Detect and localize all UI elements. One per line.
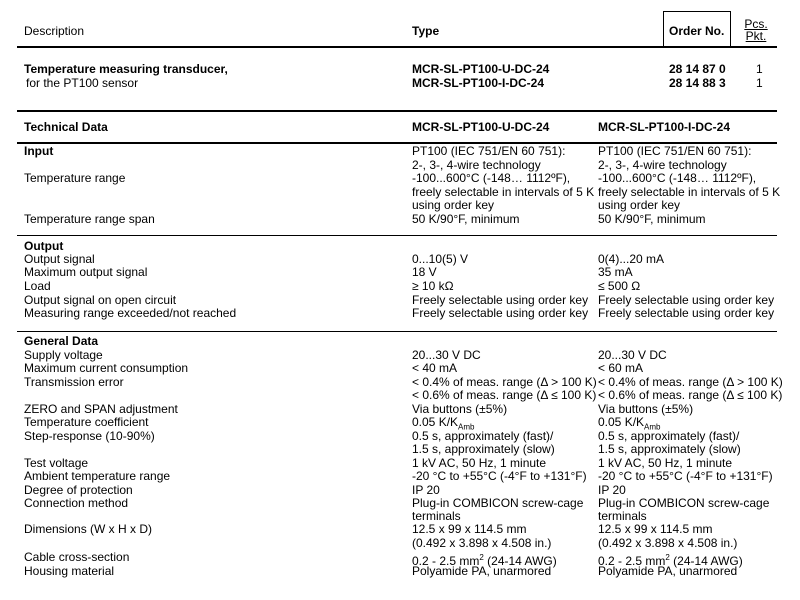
temperature-span-u: 50 K/90°F, minimum [412,212,520,226]
max-output-i: 35 mA [598,265,633,279]
open-circuit-label: Output signal on open circuit [24,293,177,307]
header-rule [17,46,777,48]
connection-u2: terminals [412,509,461,523]
temperature-range-label: Temperature range [24,171,126,185]
dimensions-i1: 12.5 x 99 x 114.5 mm [598,522,713,536]
step-response-i1: 0.5 s, approximately (fast)/ [598,429,740,443]
ambient-temp-u: -20 °C to +55°C (-4°F to +131°F) [412,469,587,483]
temp-coefficient-label: Temperature coefficient [24,415,149,429]
output-title: Output [24,239,64,253]
input-i-line2: 2-, 3-, 4-wire technology [598,158,727,172]
load-u: ≥ 10 kΩ [412,279,454,293]
input-i-line3: -100...600°C (-148… 1112ºF), [598,171,757,185]
input-i-line4: freely selectable in intervals of 5 K [598,185,781,199]
load-i: ≤ 500 Ω [598,279,641,293]
general-title: General Data [24,334,99,348]
test-voltage-label: Test voltage [24,456,89,470]
technical-data-title: Technical Data [24,120,108,134]
dimensions-u2: (0.492 x 3.898 x 4.508 in.) [412,536,552,550]
connection-i2: terminals [598,509,647,523]
step-response-label: Step-response (10-90%) [24,429,155,443]
temp-coefficient-i-value: 0.05 K/K [598,415,645,429]
ambient-temp-label: Ambient temperature range [24,469,171,483]
step-response-i2: 1.5 s, approximately (slow) [598,442,741,456]
temp-coefficient-u-sub: Amb [458,422,475,432]
max-output-label: Maximum output signal [24,265,148,279]
dimensions-label: Dimensions (W x H x D) [24,522,153,536]
housing-material-u: Polyamide PA, unarmored [412,564,552,578]
pkt-label: Pkt. [745,29,767,43]
tech-col-u: MCR-SL-PT100-U-DC-24 [412,120,550,134]
cable-u-prefix: 0.2 - 2.5 mm [412,554,480,568]
input-output-rule [17,235,777,236]
order-no-header: Order No. [669,24,725,38]
step-response-u1: 0.5 s, approximately (fast)/ [412,429,554,443]
protection-label: Degree of protection [24,483,133,497]
pcs-header [742,18,770,42]
test-voltage-u: 1 kV AC, 50 Hz, 1 minute [412,456,547,470]
current-consumption-label: Maximum current consumption [24,361,189,375]
connection-u1: Plug-in COMBICON screw-cage [412,496,584,510]
open-circuit-i: Freely selectable using order key [598,293,775,307]
pcs-u: 1 [756,62,763,76]
temp-coefficient-u-value: 0.05 K/K [412,415,459,429]
protection-u: IP 20 [412,483,440,497]
range-exceeded-u: Freely selectable using order key [412,306,589,320]
transmission-error-u2: < 0.6% of meas. range (Δ ≤ 100 K) [412,388,597,402]
temp-coefficient-i-sub: Amb [644,422,661,432]
cable-i-prefix: 0.2 - 2.5 mm [598,554,666,568]
input-title: Input [24,144,54,158]
output-general-rule [17,331,777,332]
input-u-line2: 2-, 3-, 4-wire technology [412,158,541,172]
input-u-line3: -100...600°C (-148… 1112ºF), [412,171,571,185]
zero-span-label: ZERO and SPAN adjustment [24,402,178,416]
cable-u-sup: 2 [479,553,484,562]
output-signal-u: 0...10(5) V [412,252,469,266]
ambient-temp-i: -20 °C to +55°C (-4°F to +131°F) [598,469,773,483]
current-consumption-u: < 40 mA [412,361,458,375]
cable-u-suffix: (24-14 AWG) [483,554,557,568]
test-voltage-i: 1 kV AC, 50 Hz, 1 minute [598,456,733,470]
protection-i: IP 20 [598,483,626,497]
temperature-span-label: Temperature range span [24,212,155,226]
connection-i1: Plug-in COMBICON screw-cage [598,496,770,510]
range-exceeded-i: Freely selectable using order key [598,306,775,320]
open-circuit-u: Freely selectable using order key [412,293,589,307]
step-response-u2: 1.5 s, approximately (slow) [412,442,555,456]
type-header: Type [412,24,440,38]
description-header: Description [24,24,85,38]
transmission-error-u1: < 0.4% of meas. range (Δ > 100 K) [412,375,597,389]
tech-top-rule [17,110,777,112]
product-type-i: MCR-SL-PT100-I-DC-24 [412,76,545,90]
supply-voltage-u: 20...30 V DC [412,348,481,362]
transmission-error-i1: < 0.4% of meas. range (Δ > 100 K) [598,375,783,389]
current-consumption-i: < 60 mA [598,361,644,375]
input-u-line1: PT100 (IEC 751/EN 60 751): [412,144,566,158]
product-type-u: MCR-SL-PT100-U-DC-24 [412,62,550,76]
product-name: Temperature measuring transducer, [24,62,228,76]
housing-material-label: Housing material [24,564,115,578]
cable-cross-section-label: Cable cross-section [24,550,130,564]
dimensions-i2: (0.492 x 3.898 x 4.508 in.) [598,536,738,550]
range-exceeded-label: Measuring range exceeded/not reached [24,306,237,320]
product-subtitle: for the PT100 sensor [26,76,139,90]
input-u-line5: using order key [412,198,495,212]
load-label: Load [24,279,51,293]
pcs-label: Pcs. [744,17,768,31]
transmission-error-label: Transmission error [24,375,124,389]
supply-voltage-i: 20...30 V DC [598,348,667,362]
max-output-u: 18 V [412,265,437,279]
input-i-line5: using order key [598,198,681,212]
zero-span-i: Via buttons (±5%) [598,402,694,416]
output-signal-i: 0(4)...20 mA [598,252,665,266]
cable-i-sup: 2 [665,553,670,562]
order-no-i: 28 14 88 3 [669,76,726,90]
temperature-span-i: 50 K/90°F, minimum [598,212,706,226]
cable-i-suffix: (24-14 AWG) [669,554,743,568]
input-i-line1: PT100 (IEC 751/EN 60 751): [598,144,752,158]
dimensions-u1: 12.5 x 99 x 114.5 mm [412,522,527,536]
output-signal-label: Output signal [24,252,95,266]
input-u-line4: freely selectable in intervals of 5 K [412,185,595,199]
connection-label: Connection method [24,496,129,510]
transmission-error-i2: < 0.6% of meas. range (Δ ≤ 100 K) [598,388,783,402]
pcs-i: 1 [756,76,763,90]
zero-span-u: Via buttons (±5%) [412,402,508,416]
tech-col-i: MCR-SL-PT100-I-DC-24 [598,120,731,134]
housing-material-i: Polyamide PA, unarmored [598,564,738,578]
order-no-u: 28 14 87 0 [669,62,726,76]
supply-voltage-label: Supply voltage [24,348,103,362]
